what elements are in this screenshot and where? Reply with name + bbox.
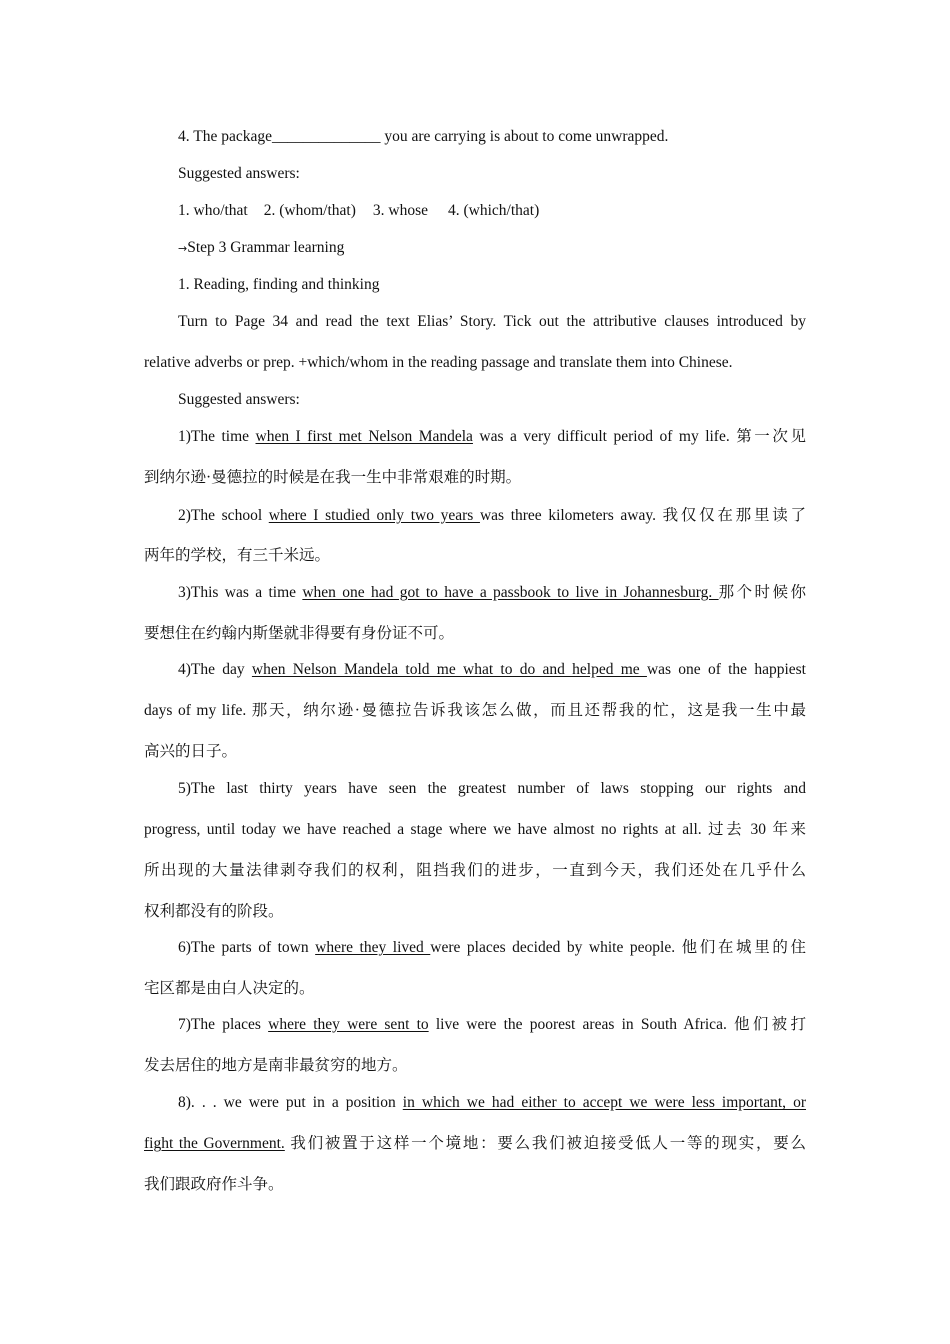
sentence-6-line-1: 6)The parts of town where they lived were places decided by white people. 他们在城里的住 [178,939,806,956]
answer-3: 3. whose [372,202,428,219]
sentence-2-line-1: 2)The school where I studied only two years was three kilometers away. 我仅仅在那里读了 [178,507,806,524]
suggested-answers-heading-2: Suggested answers: [178,391,300,408]
underlined-clause: where they were sent to [268,1016,429,1033]
sentence-8-line-3: 我们跟政府作斗争。 [144,1176,284,1193]
arrow-icon: → [178,242,188,255]
underlined-clause: where I studied only two years [268,507,480,524]
step-title: Step 3 Grammar learning [187,239,345,256]
sentence-8-line-2: fight the Government. 我们被置于这样一个境地：要么我们被迫接受低人一等的现实，要么 [144,1135,806,1152]
sentence-4-line-2: days of my life. 那天，纳尔逊·曼德拉告诉我该怎么做，而且还帮我的忙，这是我一生中最 [144,702,806,719]
underlined-clause: in which we had either to accept we were less important, or [402,1094,807,1111]
sentence-3-line-1: 3)This was a time when one had got to have a passbook to live in Johannesburg. 那个时候你 [178,584,806,601]
exercise-item-4 [178,127,668,147]
sentence-5-line-3: 所出现的大量法律剥夺我们的权利，阻挡我们的进步，一直到今天，我们还处在几乎什么 [144,862,806,879]
step-3-heading [178,238,344,259]
answer-key-row [178,201,539,221]
underlined-clause: where they lived [315,939,431,956]
underlined-clause: fight the Government. [144,1135,285,1152]
sentence-8-line-1: 8). . . we were put in a position in which we had either to accept we were less important, or [178,1094,807,1111]
subsection-heading: 1. Reading, finding and thinking [178,276,380,293]
answer-1: 1. who/that [178,202,248,219]
instruction-line-2: relative adverbs or prep. +which/whom in the reading passage and translate them into Chinese. [144,354,733,371]
underlined-clause: when one had got to have a passbook to live in Johannesburg. [302,584,719,601]
underlined-clause: when I first met Nelson Mandela [255,428,473,445]
suggested-answers-heading: Suggested answers: [178,165,300,182]
sentence-3-line-2: 要想住在约翰内斯堡就非得要有身份证不可。 [144,625,455,642]
sentence-1-line-2: 到纳尔逊·曼德拉的时候是在我一生中非常艰难的时期。 [144,469,522,486]
sentence-2-line-2: 两年的学校，有三千米远。 [144,547,331,564]
item-text: you are carrying is about to come unwrapped. [380,128,669,145]
sentence-7-line-2: 发去居住的地方是南非最贫穷的地方。 [144,1057,408,1074]
answer-2: 2. (whom/that) [263,202,356,219]
sentence-6-line-2: 宅区都是由白人决定的。 [144,980,315,997]
item-text: 4. The package [178,128,272,145]
sentence-4-line-3: 高兴的日子。 [144,743,238,760]
sentence-1-line-1: 1)The time when I first met Nelson Mandela was a very difficult period of my life. 第一次见 [178,428,806,445]
sentence-7-line-1: 7)The places where they were sent to live were the poorest areas in South Africa. 他们被打 [178,1016,806,1033]
sentence-5-line-1: 5)The last thirty years have seen the greatest number of laws stopping our rights and [178,780,806,797]
sentence-5-line-4: 权利都没有的阶段。 [144,903,284,920]
answer-blank: ______________ [271,128,381,145]
underlined-clause: when Nelson Mandela told me what to do and helped me [251,661,647,678]
sentence-4-line-1: 4)The day when Nelson Mandela told me what to do and helped me was one of the happiest [178,661,806,678]
instruction-line-1: Turn to Page 34 and read the text Elias’ Story. Tick out the attributive clauses introduced by [178,313,806,330]
sentence-5-line-2: progress, until today we have reached a stage where we have almost no rights at all. 过去 30 年来 [144,821,807,838]
answer-4: 4. (which/that) [447,202,540,219]
